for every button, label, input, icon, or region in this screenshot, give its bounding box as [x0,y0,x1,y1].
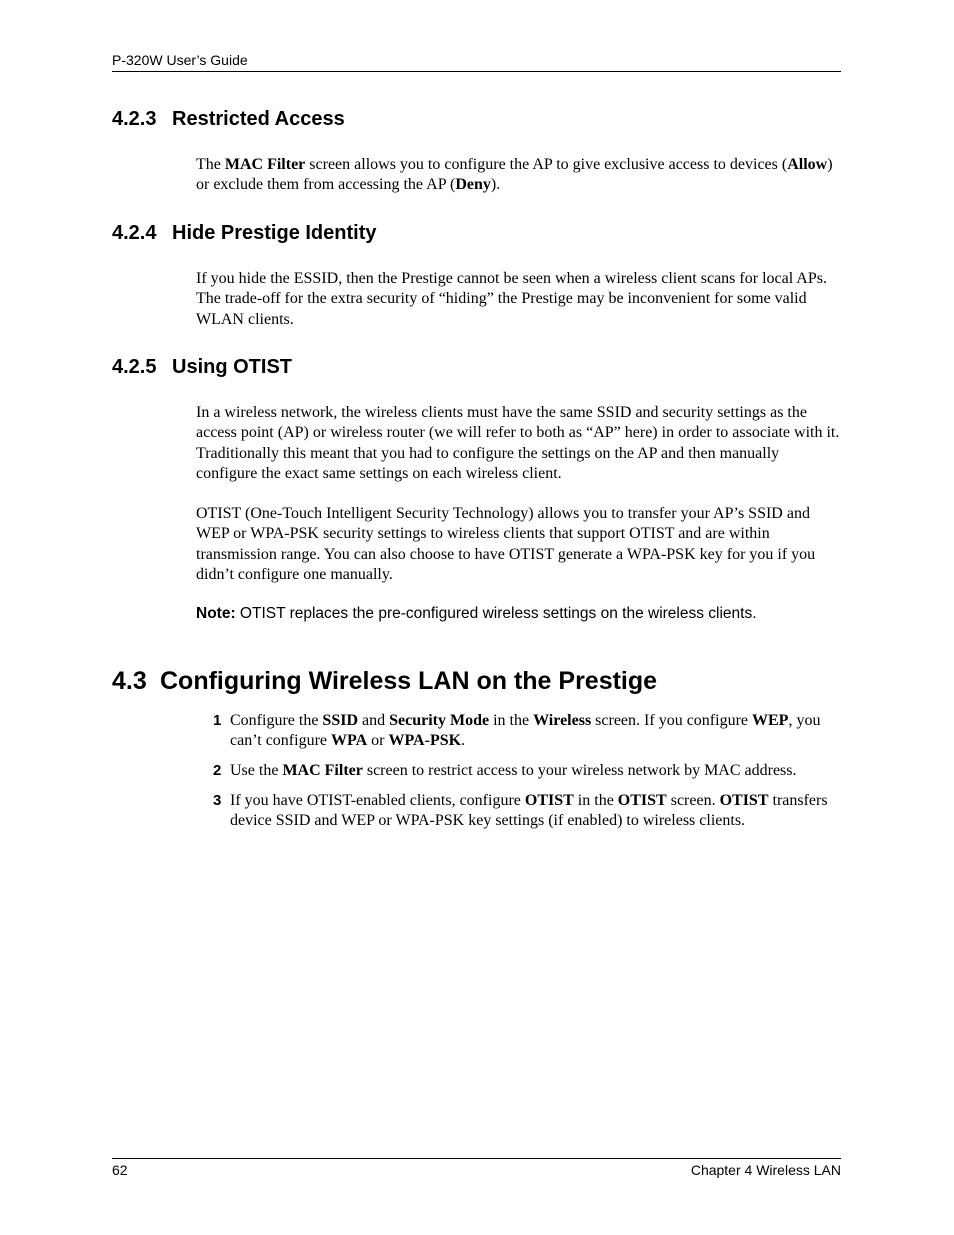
text-run: transfers device SSID and WEP or WPA-PSK key settings (if enabled) to wireless clients. [230,791,828,830]
running-footer [112,1162,841,1179]
term-mac-filter: MAC Filter [282,762,363,780]
footer-rule [112,1158,841,1159]
term-deny: Deny [455,176,491,194]
term-wireless: Wireless [533,712,592,729]
text-run: and [358,712,390,729]
restricted-access-paragraph [196,155,842,196]
section-number: 4.2.3 [112,108,157,130]
hide-identity-paragraph: If you hide the ESSID, then the Prestige cannot be seen when a wireless client scans for local APs. The trade-off for the extra security of “hiding” the Prestige may be inconvenient for some valid WLAN clients. [196,270,827,328]
text-run: Configure the [230,712,323,729]
text-run: screen to restrict access to your wireless network by MAC address. [362,762,797,780]
otist-intro-paragraph: In a wireless network, the wireless clients must have the same SSID and security settings as the access point (AP) or wireless router (we will refer to both as “AP” here) in order to associate with it. Traditionally this meant that you had to configure the settings on the AP and then manually configure the exact same settings on each wireless client. [196,404,840,482]
section-title: Configuring Wireless LAN on the Prestige [160,667,658,695]
text-run: . [461,732,466,750]
term-ssid: SSID [322,712,358,729]
step-1 [196,711,842,752]
text-run: screen allows you to configure the AP to give exclusive access to devices ( [305,156,788,173]
term-otist: OTIST [617,791,667,809]
text-run: , you can’t configure [230,712,821,750]
term-security-mode: Security Mode [389,712,490,729]
note-text: OTIST replaces the pre-configured wireless settings on the wireless clients. [235,605,757,622]
section-number: 4.2.5 [112,356,157,378]
text-run: Use the [230,762,283,780]
text-run: ). [490,176,501,194]
text-run: in the [573,791,618,809]
configuration-steps [196,711,842,841]
section-heading-configuring-wireless-lan [112,666,657,696]
text-run: If you have OTIST-enabled clients, configure [230,791,525,809]
note-label: Note: [196,605,236,622]
step-number: 3 [213,791,222,809]
step-3 [196,791,842,832]
term-wep: WEP [752,712,789,729]
term-otist: OTIST [719,791,769,809]
text-run: The [196,156,225,173]
text-run: screen. [666,791,720,809]
section-title: Hide Prestige Identity [172,222,377,244]
step-number: 1 [213,712,222,729]
term-wpa: WPA [331,732,368,750]
section-heading-using-otist [112,355,292,379]
step-number: 2 [213,762,222,780]
term-allow: Allow [787,156,828,173]
text-run: ) or exclude them from accessing the AP ( [196,156,833,194]
term-mac-filter: MAC Filter [224,156,306,173]
step-2 [196,761,842,781]
section-number: 4.2.4 [112,222,157,244]
text-run: screen. If you configure [591,712,752,729]
header-rule [112,71,841,72]
chapter-title: Chapter 4 Wireless LAN [690,1162,841,1178]
text-run: or [367,732,389,750]
otist-description-paragraph: OTIST (One-Touch Intelligent Security Technology) allows you to transfer your AP’s SSID and WEP or WPA-PSK security settings to wireless clients that support OTIST and are within transmission range. You can also choose to have OTIST generate a WPA-PSK key for you if you didn’t configure one manually. [196,505,816,583]
section-heading-restricted-access [112,107,345,131]
section-heading-hide-prestige-identity [112,221,377,245]
text-run: in the [489,712,534,729]
section-title: Using OTIST [172,356,292,378]
note [196,604,842,624]
term-wpa-psk: WPA-PSK [388,732,462,750]
section-number: 4.3 [112,667,147,695]
section-title: Restricted Access [172,108,345,130]
page-number: 62 [112,1162,128,1178]
running-header: P-320W User’s Guide [112,52,248,68]
term-otist: OTIST [524,791,574,809]
